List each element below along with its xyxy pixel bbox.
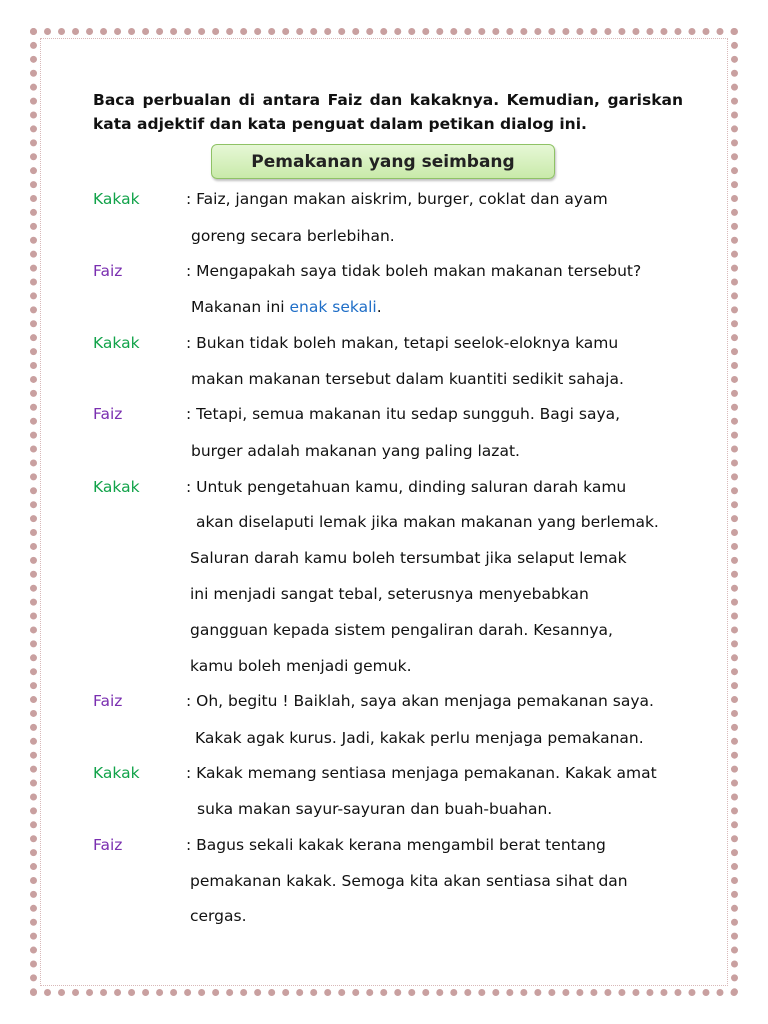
- speaker-label: Faiz: [93, 262, 123, 280]
- dialog-line: : Untuk pengetahuan kamu, dinding saluran darah kamu: [186, 478, 627, 496]
- dialog-line: Saluran darah kamu boleh tersumbat jika selaput lemak: [190, 549, 627, 567]
- speaker-label: Faiz: [93, 405, 123, 423]
- speaker-label: Faiz: [93, 692, 123, 710]
- highlighted-phrase: enak sekali: [289, 298, 377, 316]
- dialog-line: makan makanan tersebut dalam kuantiti sedikit sahaja.: [191, 370, 624, 388]
- dialog-line: : Mengapakah saya tidak boleh makan makanan tersebut?: [186, 262, 642, 280]
- dialog-line: Kakak agak kurus. Jadi, kakak perlu menjaga pemakanan.: [195, 729, 644, 747]
- page-title-text: Pemakanan yang seimbang: [251, 151, 515, 172]
- speaker-label: Kakak: [93, 478, 140, 496]
- instruction-text: Baca perbualan di antara Faiz dan kakaknya. Kemudian, gariskan kata adjektif dan kata penguat dalam petikan dialog ini.: [93, 91, 683, 133]
- dialog-line-suffix: .: [376, 298, 382, 316]
- speaker-label: Kakak: [93, 764, 140, 782]
- dialog-line: kamu boleh menjadi gemuk.: [190, 657, 412, 675]
- dialog-line: gangguan kepada sistem pengaliran darah. Kesannya,: [190, 621, 613, 639]
- dialog-line: : Bukan tidak boleh makan, tetapi seelok-eloknya kamu: [186, 334, 619, 352]
- dialog-line: akan diselaputi lemak jika makan makanan yang berlemak.: [196, 513, 659, 531]
- dialog-line: : Tetapi, semua makanan itu sedap sungguh. Bagi saya,: [186, 405, 621, 423]
- speaker-label: Faiz: [93, 836, 123, 854]
- dialog-line: pemakanan kakak. Semoga kita akan sentiasa sihat dan: [190, 872, 628, 890]
- dialog-line: goreng secara berlebihan.: [191, 227, 395, 245]
- dialog-line: [191, 297, 382, 317]
- dialog-line: : Faiz, jangan makan aiskrim, burger, coklat dan ayam: [186, 190, 608, 208]
- dialog-line-prefix: Makanan ini: [191, 298, 290, 316]
- page-title: [211, 144, 555, 179]
- dialog-line: : Bagus sekali kakak kerana mengambil berat tentang: [186, 836, 606, 854]
- speaker-label: Kakak: [93, 190, 140, 208]
- dialog-line: : Oh, begitu ! Baiklah, saya akan menjaga pemakanan saya.: [186, 692, 654, 710]
- dialog-line: suka makan sayur-sayuran dan buah-buahan.: [197, 800, 553, 818]
- speaker-label: Kakak: [93, 334, 140, 352]
- dialog-line: : Kakak memang sentiasa menjaga pemakanan. Kakak amat: [186, 764, 657, 782]
- dialog-line: cergas.: [190, 907, 247, 925]
- dialog-line: burger adalah makanan yang paling lazat.: [191, 442, 520, 460]
- dialog-line: ini menjadi sangat tebal, seterusnya menyebabkan: [190, 585, 589, 603]
